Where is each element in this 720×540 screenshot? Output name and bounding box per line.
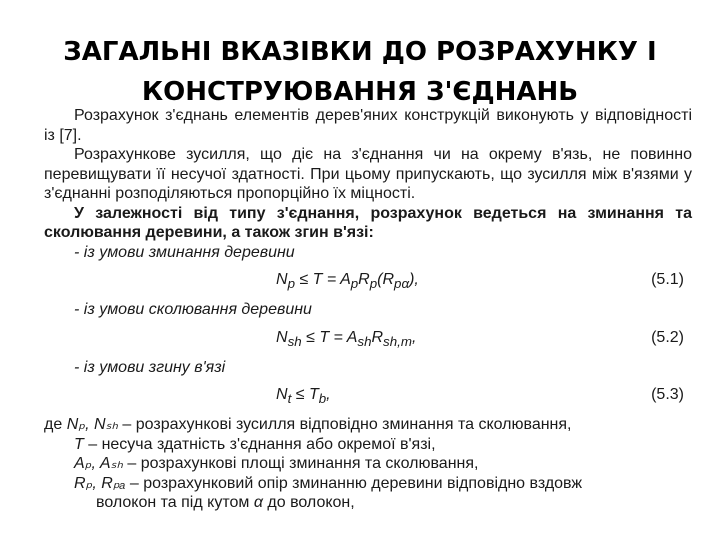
- equation-5-3-formula: $N_t \le T_b$,: [276, 386, 331, 407]
- equation-5-1-number: (5.1): [651, 271, 684, 288]
- equation-5-2-formula: $N_{sh} \le T = A_{sh}R_{sh,m}$,: [276, 328, 417, 349]
- equation-5-1-formula: $N_p \le T = A_pR_p(R_{p\alpha})$,: [276, 271, 419, 292]
- paragraph-3: У залежності від типу з'єднання, розрахунок ведеться на зминання та сколювання деревини, а також згин в'язі:: [44, 204, 692, 241]
- title-line-2: КОНСТРУЮВАННЯ З'ЄДНАНЬ: [141, 77, 579, 107]
- legend-line-4: Rₚ, Rₚₐ – розрахунковий опір зминанню деревини відповідно вздовж: [74, 474, 583, 492]
- condition-3: - із умови згину в'язі: [74, 358, 226, 376]
- condition-1: - із умови зминання деревини: [74, 243, 295, 261]
- legend-line-1: де Nₚ, Nₛₕ – розрахункові зусилля відповідно зминання та сколювання,: [44, 416, 572, 433]
- equation-5-1: [44, 262, 692, 300]
- title-line-1: ЗАГАЛЬНІ ВКАЗІВКИ ДО РОЗРАХУНКУ І: [63, 37, 657, 67]
- equation-5-2: [44, 320, 692, 358]
- legend-line-5: волокон та під кутом α до волокон,: [96, 494, 355, 511]
- paragraph-1: Розрахунок з'єднань елементів дерев'яних конструкцій виконують у відповідності із [7].: [44, 107, 692, 144]
- legend-line-2: T – несуча здатність з'єднання або окремої в'язі,: [74, 435, 436, 453]
- equation-5-3-number: (5.3): [651, 386, 684, 403]
- equation-5-2-number: (5.2): [651, 328, 684, 346]
- paragraph-2: Розрахункове зусилля, що діє на з'єднання чи на окрему в'язь, не повинно перевищувати її несучої здатності. При цьому припускають, що зусилля між в'язями у з'єднанні розподіляються пропорційно їх міцності.: [44, 146, 692, 202]
- scanned-text-block: [44, 106, 692, 513]
- equation-5-3: [44, 377, 692, 415]
- condition-2: - із умови сколювання деревини: [74, 301, 312, 318]
- page-title: [0, 32, 720, 112]
- legend-line-3: Aₚ, Aₛₕ – розрахункові площі зминання та сколювання,: [74, 455, 479, 472]
